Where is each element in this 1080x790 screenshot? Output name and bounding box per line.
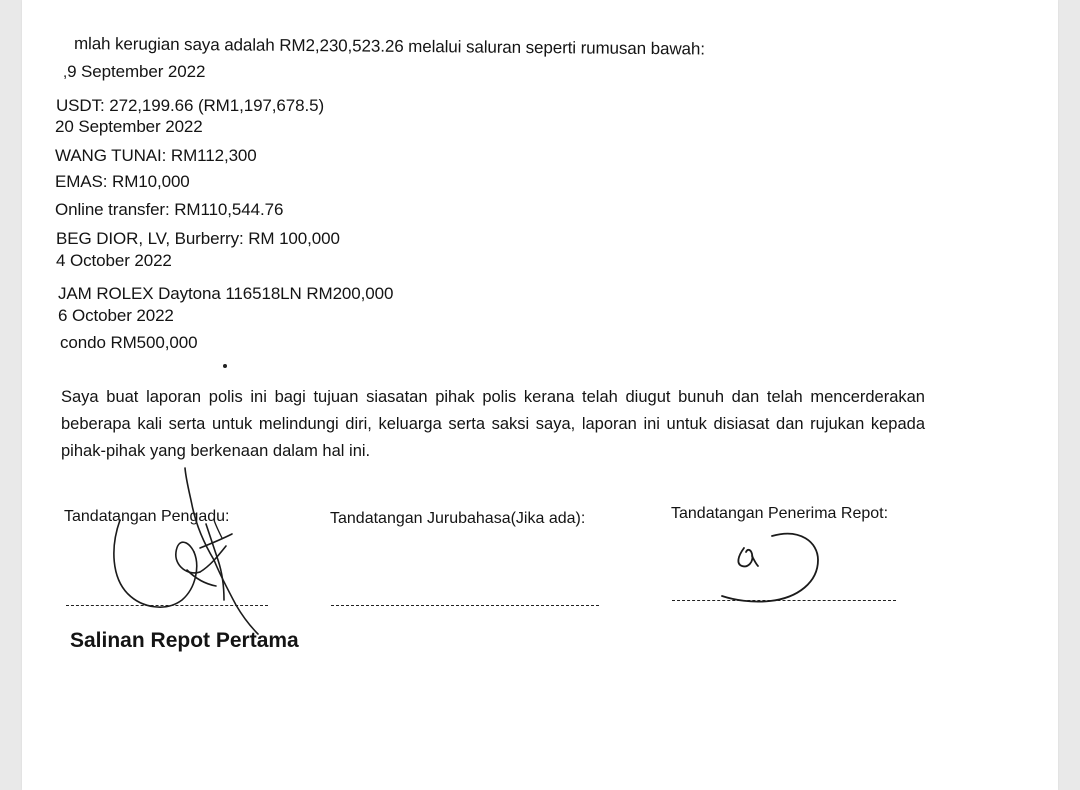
loss-entry-online-transfer: Online transfer: RM110,544.76 bbox=[55, 200, 284, 219]
stray-dot bbox=[223, 364, 227, 368]
loss-entry-date-3: 4 October 2022 bbox=[56, 251, 172, 270]
loss-entry-rolex: JAM ROLEX Daytona 116518LN RM200,000 bbox=[58, 284, 394, 303]
interpreter-signature-label: Tandatangan Jurubahasa(Jika ada): bbox=[330, 510, 586, 527]
loss-entry-usdt: USDT: 272,199.66 (RM1,197,678.5) bbox=[56, 96, 325, 115]
receiver-signature-line bbox=[672, 600, 896, 601]
loss-entry-cash: WANG TUNAI: RM112,300 bbox=[55, 146, 257, 165]
loss-entry-gold: EMAS: RM10,000 bbox=[55, 172, 190, 191]
loss-entry-date-1: ,9 September 2022 bbox=[63, 62, 206, 81]
interpreter-signature-line bbox=[331, 605, 599, 606]
loss-entry-condo: condo RM500,000 bbox=[60, 333, 198, 352]
complainant-signature-line bbox=[66, 605, 268, 606]
loss-entry-date-2: 20 September 2022 bbox=[55, 117, 203, 136]
loss-intro: mlah kerugian saya adalah RM2,230,523.26 melalui saluran seperti rumusan bawah: bbox=[73, 34, 705, 59]
loss-entry-bags: BEG DIOR, LV, Burberry: RM 100,000 bbox=[56, 229, 340, 248]
receiver-signature-label: Tandatangan Penerima Repot: bbox=[671, 505, 889, 522]
report-statement: Saya buat laporan polis ini bagi tujuan siasatan pihak polis kerana telah diugut bunuh dan telah mencerderakan beberapa kali serta untuk melindungi diri, keluarga serta saksi saya, laporan ini untuk disiasat dan rujukan kepada pihak-pihak yang berkenaan dalam hal ini. bbox=[61, 388, 925, 460]
footer-title: Salinan Repot Pertama bbox=[70, 629, 299, 652]
complainant-signature-label: Tandatangan Pengadu: bbox=[64, 508, 230, 525]
loss-entry-date-4: 6 October 2022 bbox=[58, 306, 174, 325]
